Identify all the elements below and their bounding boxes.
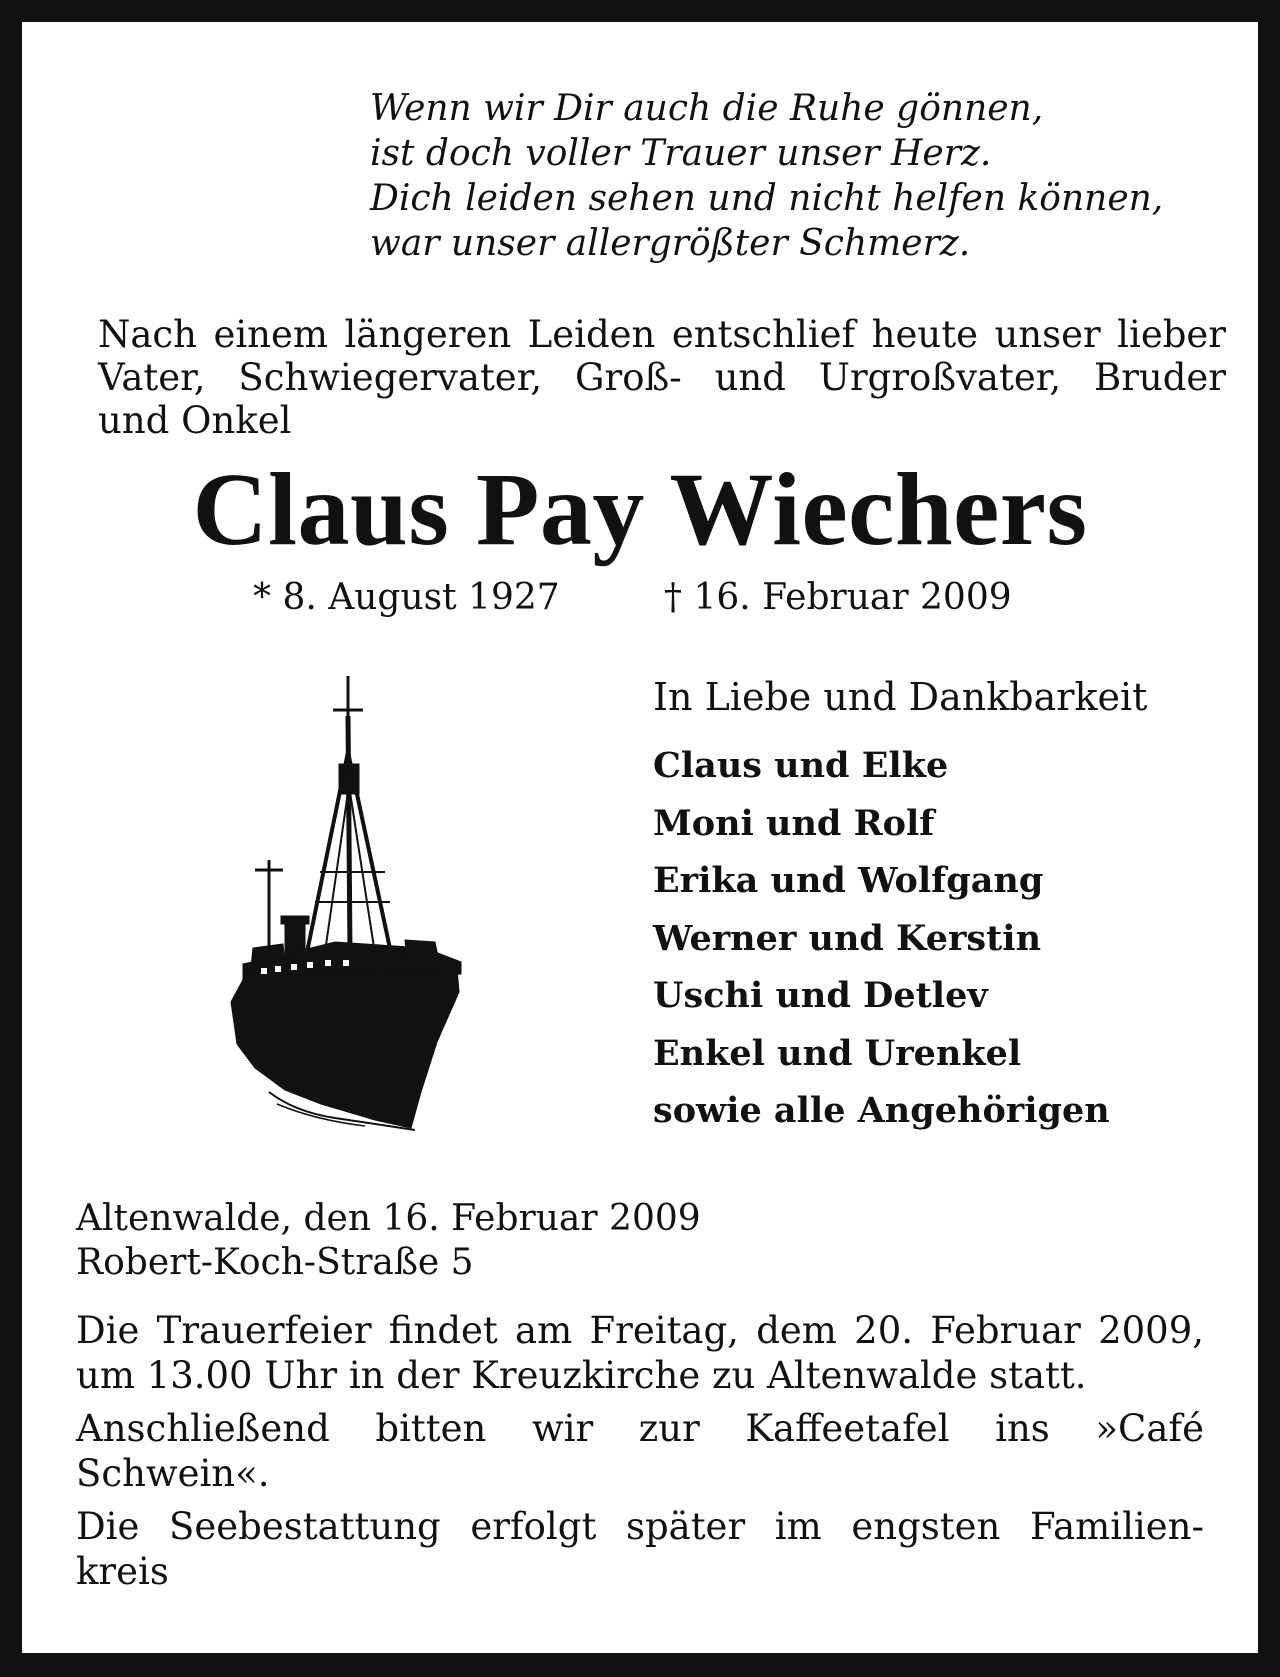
announcement-line: Vater, Schwiegervater, Groß- und Urgroßvater, Bruder [98,356,1226,399]
mourner-name: sowie alle Angehörigen [653,1090,1110,1131]
death-date: † 16. Februar 2009 [664,577,1012,618]
mourner-name: Enkel und Urenkel [653,1032,1022,1074]
street-address: Robert-Koch-Straße 5 [76,1242,474,1283]
mourner-name: Erika und Wolfgang [653,860,1044,901]
mourner-name: Werner und Kerstin [653,917,1042,959]
deceased-name: Claus Pay Wiechers [192,452,1088,567]
note-line: Anschließend bitten wir zur Kaffeetafel ins »Café [76,1407,1204,1450]
ship-icon [225,672,505,1132]
mourner-name: Moni und Rolf [653,802,935,844]
announcement-line: Nach einem längeren Leiden entschlief heute unser lieber [98,313,1226,356]
poem-line: Wenn wir Dir auch die Ruhe gönnen, [370,88,1044,129]
death-announcement [98,313,1226,442]
note-line: Die Seebestattung erfolgt später im engsten Familien- [76,1505,1204,1548]
mourner-name: Uschi und Detlev [653,975,988,1016]
place-and-address [76,1197,701,1285]
note-line: um 13.00 Uhr in der Kreuzkirche zu Altenwalde statt. [76,1354,1087,1397]
poem-line: Dich leiden sehen und nicht helfen können, [370,178,1164,219]
funeral-service-note [76,1308,1204,1398]
funeral-notes [76,1308,1204,1602]
announcement-line: und Onkel [98,399,292,442]
note-line: Die Trauerfeier findet am Freitag, dem 20. Februar 2009, [76,1309,1204,1352]
memorial-poem [370,86,1250,266]
mourner-name: Claus und Elke [653,745,949,786]
place-date: Altenwalde, den 16. Februar 2009 [76,1198,701,1239]
coffee-note [76,1406,1204,1496]
poem-line: ist doch voller Trauer unser Herz. [370,133,992,174]
poem-line: war unser allergrößter Schmerz. [370,223,971,264]
note-line: kreis [76,1550,169,1593]
note-line: Schwein«. [76,1452,270,1495]
birth-date: * 8. August 1927 [253,577,560,618]
sea-burial-note [76,1504,1204,1594]
mourner-list [653,737,1110,1140]
dedication-line: In Liebe und Dankbarkeit [653,675,1148,719]
